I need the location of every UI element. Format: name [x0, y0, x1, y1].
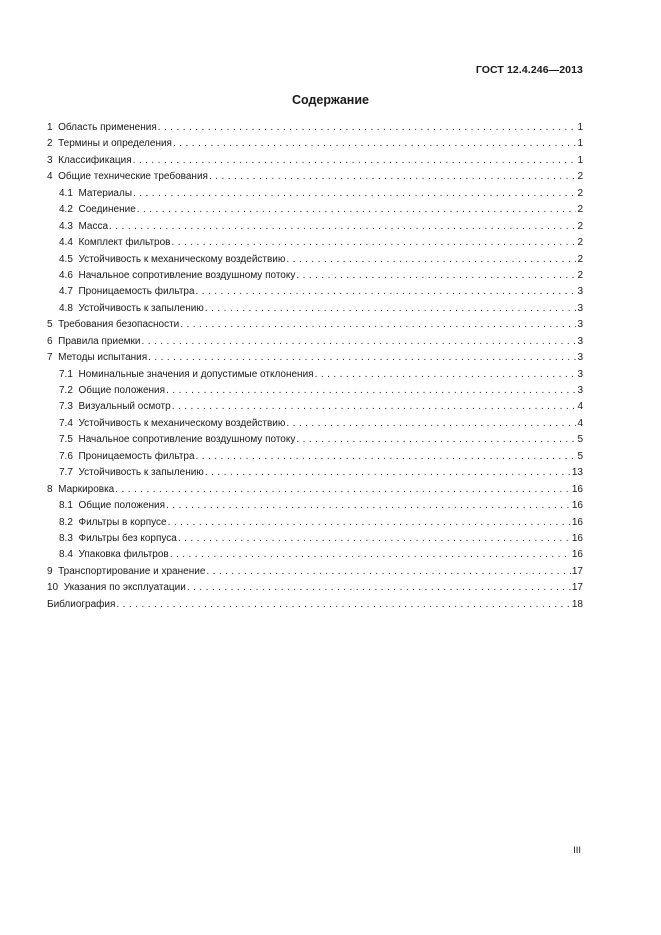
toc-entry-text: Устойчивость к запылению [78, 302, 204, 314]
toc-dot-leader [296, 432, 576, 448]
toc-entry[interactable] [47, 334, 583, 350]
toc-entry-label [59, 547, 169, 563]
toc-entry-text: Правила приемки [58, 335, 141, 347]
toc-entry-page: 2 [577, 237, 583, 249]
toc-entry-label [59, 432, 295, 448]
toc-entry-page: 4 [577, 417, 583, 429]
toc-entry[interactable] [47, 515, 583, 531]
toc-dot-leader [116, 597, 570, 613]
toc-dot-leader [209, 169, 576, 185]
toc-entry-label [47, 580, 186, 596]
toc-entry-text: Область применения [58, 122, 157, 133]
toc-entry-page: 3 [577, 385, 583, 396]
toc-entry[interactable] [47, 465, 583, 481]
toc-entry-text: Термины и определения [58, 138, 172, 150]
toc-entry-label [59, 531, 177, 547]
toc-entry[interactable] [47, 301, 583, 317]
toc-entry-label [59, 202, 136, 218]
toc-entry-page: 16 [571, 516, 583, 528]
toc-entry-number: 6 [47, 335, 53, 347]
toc-entry-text: Требования безопасности [58, 319, 180, 331]
toc-entry-number: 7.7 [59, 467, 73, 479]
toc-entry-text: Комплект фильтров [78, 237, 171, 249]
toc-entry[interactable] [47, 317, 583, 333]
toc-entry[interactable] [47, 580, 583, 596]
toc-entry-page: 4 [577, 401, 583, 413]
toc-dot-leader [133, 153, 577, 169]
toc-entry-label [59, 465, 204, 481]
toc-entry-label [47, 564, 205, 580]
toc-entry-page: 16 [571, 500, 583, 512]
toc-entry[interactable] [47, 268, 583, 284]
toc-entry-number: 7.4 [59, 417, 73, 429]
document-code: ГОСТ 12.4.246—2013 [475, 64, 583, 76]
toc-entry-page: 2 [577, 187, 583, 199]
table-of-contents [47, 120, 583, 613]
toc-entry-page: 18 [571, 598, 583, 610]
toc-entry-text: Транспортирование и хранение [58, 565, 206, 577]
toc-entry-page: 3 [577, 368, 583, 380]
toc-entry-label [59, 416, 285, 432]
toc-entry-text: Соединение [78, 204, 136, 216]
toc-entry[interactable] [47, 416, 583, 432]
toc-entry[interactable] [47, 482, 583, 498]
toc-dot-leader [286, 416, 576, 432]
toc-entry-label [59, 399, 171, 415]
toc-entry[interactable] [47, 383, 583, 399]
toc-entry-text: Общие положения [78, 500, 166, 512]
toc-entry-text: Общие положения [78, 385, 166, 396]
toc-entry-page: 2 [577, 253, 583, 265]
toc-entry[interactable] [47, 367, 583, 383]
toc-entry-label [47, 482, 114, 498]
toc-entry-label [59, 515, 167, 531]
toc-entry[interactable] [47, 136, 583, 152]
toc-entry[interactable] [47, 202, 583, 218]
toc-entry[interactable] [47, 350, 583, 366]
toc-entry-text: Маркировка [58, 483, 115, 495]
toc-dot-leader [180, 317, 576, 333]
toc-entry[interactable] [47, 498, 583, 514]
toc-entry-page: 17 [571, 565, 583, 577]
toc-entry-label [59, 268, 295, 284]
toc-entry-page: 16 [571, 532, 583, 544]
toc-dot-leader [315, 367, 577, 383]
toc-entry[interactable] [47, 449, 583, 465]
toc-entry-number: 5 [47, 319, 53, 331]
toc-dot-leader [286, 252, 576, 268]
toc-entry[interactable] [47, 169, 583, 185]
toc-dot-leader [205, 301, 577, 317]
toc-entry-page: 3 [577, 319, 583, 331]
toc-entry[interactable] [47, 252, 583, 268]
toc-entry[interactable] [47, 235, 583, 251]
toc-entry-page: 17 [571, 582, 583, 594]
toc-dot-leader [166, 383, 576, 399]
toc-entry-label [59, 301, 204, 317]
toc-entry-page: 3 [577, 302, 583, 314]
toc-dot-leader [196, 284, 577, 300]
toc-entry-label [59, 449, 195, 465]
toc-entry-text: Материалы [78, 187, 133, 199]
toc-entry-label [59, 252, 285, 268]
toc-dot-leader [173, 136, 576, 152]
toc-dot-leader [296, 268, 576, 284]
toc-entry-number: 4.8 [59, 302, 73, 314]
toc-entry[interactable] [47, 284, 583, 300]
toc-entry-text: Фильтры в корпусе [78, 516, 167, 528]
toc-entry-page: 16 [571, 549, 583, 561]
toc-dot-leader [158, 120, 577, 136]
toc-entry-text: Фильтры без корпуса [78, 532, 177, 544]
toc-entry-number: 7.3 [59, 401, 73, 413]
toc-entry-label [59, 186, 132, 202]
toc-entry-text: Указания по эксплуатации [63, 582, 186, 594]
toc-dot-leader [170, 547, 571, 563]
toc-entry-text: Упаковка фильтров [78, 549, 169, 561]
toc-entry-text: Визуальный осмотр [78, 401, 171, 413]
toc-entry-page: 3 [577, 286, 583, 298]
toc-entry-text: Начальное сопротивление воздушному потоку [78, 269, 296, 281]
toc-entry[interactable] [47, 531, 583, 547]
toc-entry-text: Номинальные значения и допустимые отклонения [78, 368, 314, 380]
toc-entry-number: 4.4 [59, 237, 73, 249]
toc-entry-number: 4 [47, 171, 53, 183]
toc-entry-page: 2 [577, 171, 583, 183]
toc-entry-label [47, 334, 140, 350]
toc-dot-leader [187, 580, 571, 596]
toc-dot-leader [141, 334, 576, 350]
toc-entry-page: 16 [571, 483, 583, 495]
toc-entry-label [47, 153, 132, 169]
toc-entry-label [47, 136, 172, 152]
toc-entry-label [59, 498, 165, 514]
toc-entry[interactable] [47, 432, 583, 448]
toc-entry-number: 8 [47, 483, 53, 495]
toc-entry-page: 2 [577, 220, 583, 232]
toc-entry-number: 4.2 [59, 204, 73, 216]
toc-dot-leader [115, 482, 571, 498]
page-number: III [573, 845, 581, 856]
toc-entry-label [59, 219, 108, 235]
toc-entry-text: Классификация [58, 154, 132, 166]
toc-entry-text: Библиография [47, 598, 116, 610]
toc-entry-page: 5 [577, 450, 583, 462]
toc-entry-number: 8.4 [59, 549, 73, 561]
toc-dot-leader [166, 498, 571, 514]
toc-entry-number: 4.7 [59, 286, 73, 298]
toc-entry[interactable] [47, 597, 583, 613]
toc-dot-leader [178, 531, 571, 547]
toc-entry-number: 4.5 [59, 253, 73, 265]
toc-entry-label [47, 317, 179, 333]
toc-entry-label [47, 350, 147, 366]
toc-entry-number: 3 [47, 154, 53, 166]
toc-entry-number: 4.1 [59, 187, 73, 199]
toc-entry-text: Устойчивость к запылению [78, 467, 204, 479]
toc-entry-number: 8.1 [59, 500, 73, 512]
toc-dot-leader [171, 235, 576, 251]
toc-entry-page: 1 [577, 154, 583, 166]
toc-entry-page: 3 [577, 335, 583, 347]
toc-entry[interactable] [47, 219, 583, 235]
toc-entry-number: 1 [47, 122, 53, 133]
toc-entry-text: Устойчивость к механическому воздействию [78, 417, 286, 429]
toc-entry-number: 4.3 [59, 220, 73, 232]
toc-entry-label [47, 169, 208, 185]
toc-entry-text: Методы испытания [58, 352, 148, 364]
toc-dot-leader [137, 202, 577, 218]
toc-entry-page: 1 [577, 138, 583, 150]
toc-entry-label [59, 367, 314, 383]
toc-entry-page: 3 [577, 352, 583, 364]
toc-entry-text: Проницаемость фильтра [78, 450, 195, 462]
toc-entry-number: 8.3 [59, 532, 73, 544]
toc-entry[interactable] [47, 399, 583, 415]
toc-entry-page: 2 [577, 204, 583, 216]
toc-dot-leader [205, 465, 571, 481]
toc-dot-leader [196, 449, 577, 465]
toc-entry[interactable] [47, 547, 583, 563]
toc-entry-text: Устойчивость к механическому воздействию [78, 253, 286, 265]
toc-entry-text: Общие технические требования [58, 171, 208, 183]
toc-dot-leader [206, 564, 570, 580]
toc-entry[interactable] [47, 120, 583, 136]
page-title: Содержание [291, 93, 369, 107]
toc-dot-leader [148, 350, 576, 366]
toc-entry-text: Начальное сопротивление воздушному потоку [78, 434, 296, 446]
toc-entry-number: 7.6 [59, 450, 73, 462]
toc-entry-number: 7.5 [59, 434, 73, 446]
toc-entry-number: 10 [47, 582, 59, 594]
toc-entry-number: 2 [47, 138, 53, 150]
toc-entry-label [47, 597, 115, 613]
toc-entry-label [59, 383, 165, 399]
toc-entry-number: 7 [47, 352, 53, 364]
toc-entry-page: 2 [577, 269, 583, 281]
toc-entry-number: 8.2 [59, 516, 73, 528]
toc-dot-leader [172, 399, 577, 415]
toc-dot-leader [109, 219, 576, 235]
toc-entry-label [47, 120, 157, 136]
toc-entry[interactable] [47, 153, 583, 169]
toc-entry-label [59, 284, 195, 300]
toc-entry-number: 7.2 [59, 385, 73, 396]
toc-dot-leader [133, 186, 576, 202]
toc-dot-leader [168, 515, 571, 531]
toc-entry-text: Масса [78, 220, 109, 232]
toc-entry-page: 1 [577, 122, 583, 133]
toc-entry-label [59, 235, 170, 251]
toc-entry-number: 7.1 [59, 368, 73, 380]
toc-entry-text: Проницаемость фильтра [78, 286, 195, 298]
toc-entry[interactable] [47, 564, 583, 580]
toc-entry-number: 4.6 [59, 269, 73, 281]
toc-entry-page: 5 [577, 434, 583, 446]
toc-entry-page: 13 [571, 467, 583, 479]
toc-entry-number: 9 [47, 565, 53, 577]
toc-entry[interactable] [47, 186, 583, 202]
